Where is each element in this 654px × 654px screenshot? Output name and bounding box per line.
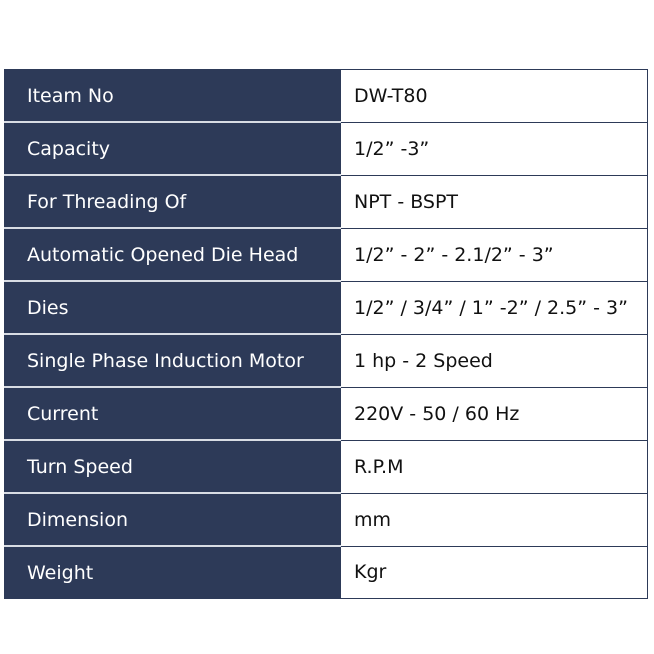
row-label-item-no: Iteam No (5, 70, 341, 123)
row-value-item-no: DW-T80 (341, 70, 648, 123)
row-value-turn-speed: R.P.M (341, 440, 648, 493)
row-value-dies: 1/2” / 3/4” / 1” -2” / 2.5” - 3” (341, 281, 648, 334)
table-row (5, 546, 648, 599)
table-row (5, 175, 648, 228)
row-label-capacity: Capacity (5, 122, 341, 175)
table-row (5, 281, 648, 334)
table-row (5, 122, 648, 175)
row-label-dimension: Dimension (5, 493, 341, 546)
row-label-die-head: Automatic Opened Die Head (5, 228, 341, 281)
row-value-threading: NPT - BSPT (341, 175, 648, 228)
row-value-die-head: 1/2” - 2” - 2.1/2” - 3” (341, 228, 648, 281)
row-value-current: 220V - 50 / 60 Hz (341, 387, 648, 440)
row-label-turn-speed: Turn Speed (5, 440, 341, 493)
table-row (5, 493, 648, 546)
row-label-weight: Weight (5, 546, 341, 599)
table-row (5, 440, 648, 493)
row-value-weight: Kgr (341, 546, 648, 599)
spec-table (4, 69, 648, 599)
row-label-motor: Single Phase Induction Motor (5, 334, 341, 387)
row-label-dies: Dies (5, 281, 341, 334)
spec-table-body (5, 70, 648, 599)
row-label-current: Current (5, 387, 341, 440)
table-row (5, 228, 648, 281)
row-value-capacity: 1/2” -3” (341, 122, 648, 175)
table-row (5, 387, 648, 440)
row-value-dimension: mm (341, 493, 648, 546)
table-row (5, 334, 648, 387)
table-row (5, 70, 648, 123)
row-value-motor: 1 hp - 2 Speed (341, 334, 648, 387)
row-label-threading: For Threading Of (5, 175, 341, 228)
